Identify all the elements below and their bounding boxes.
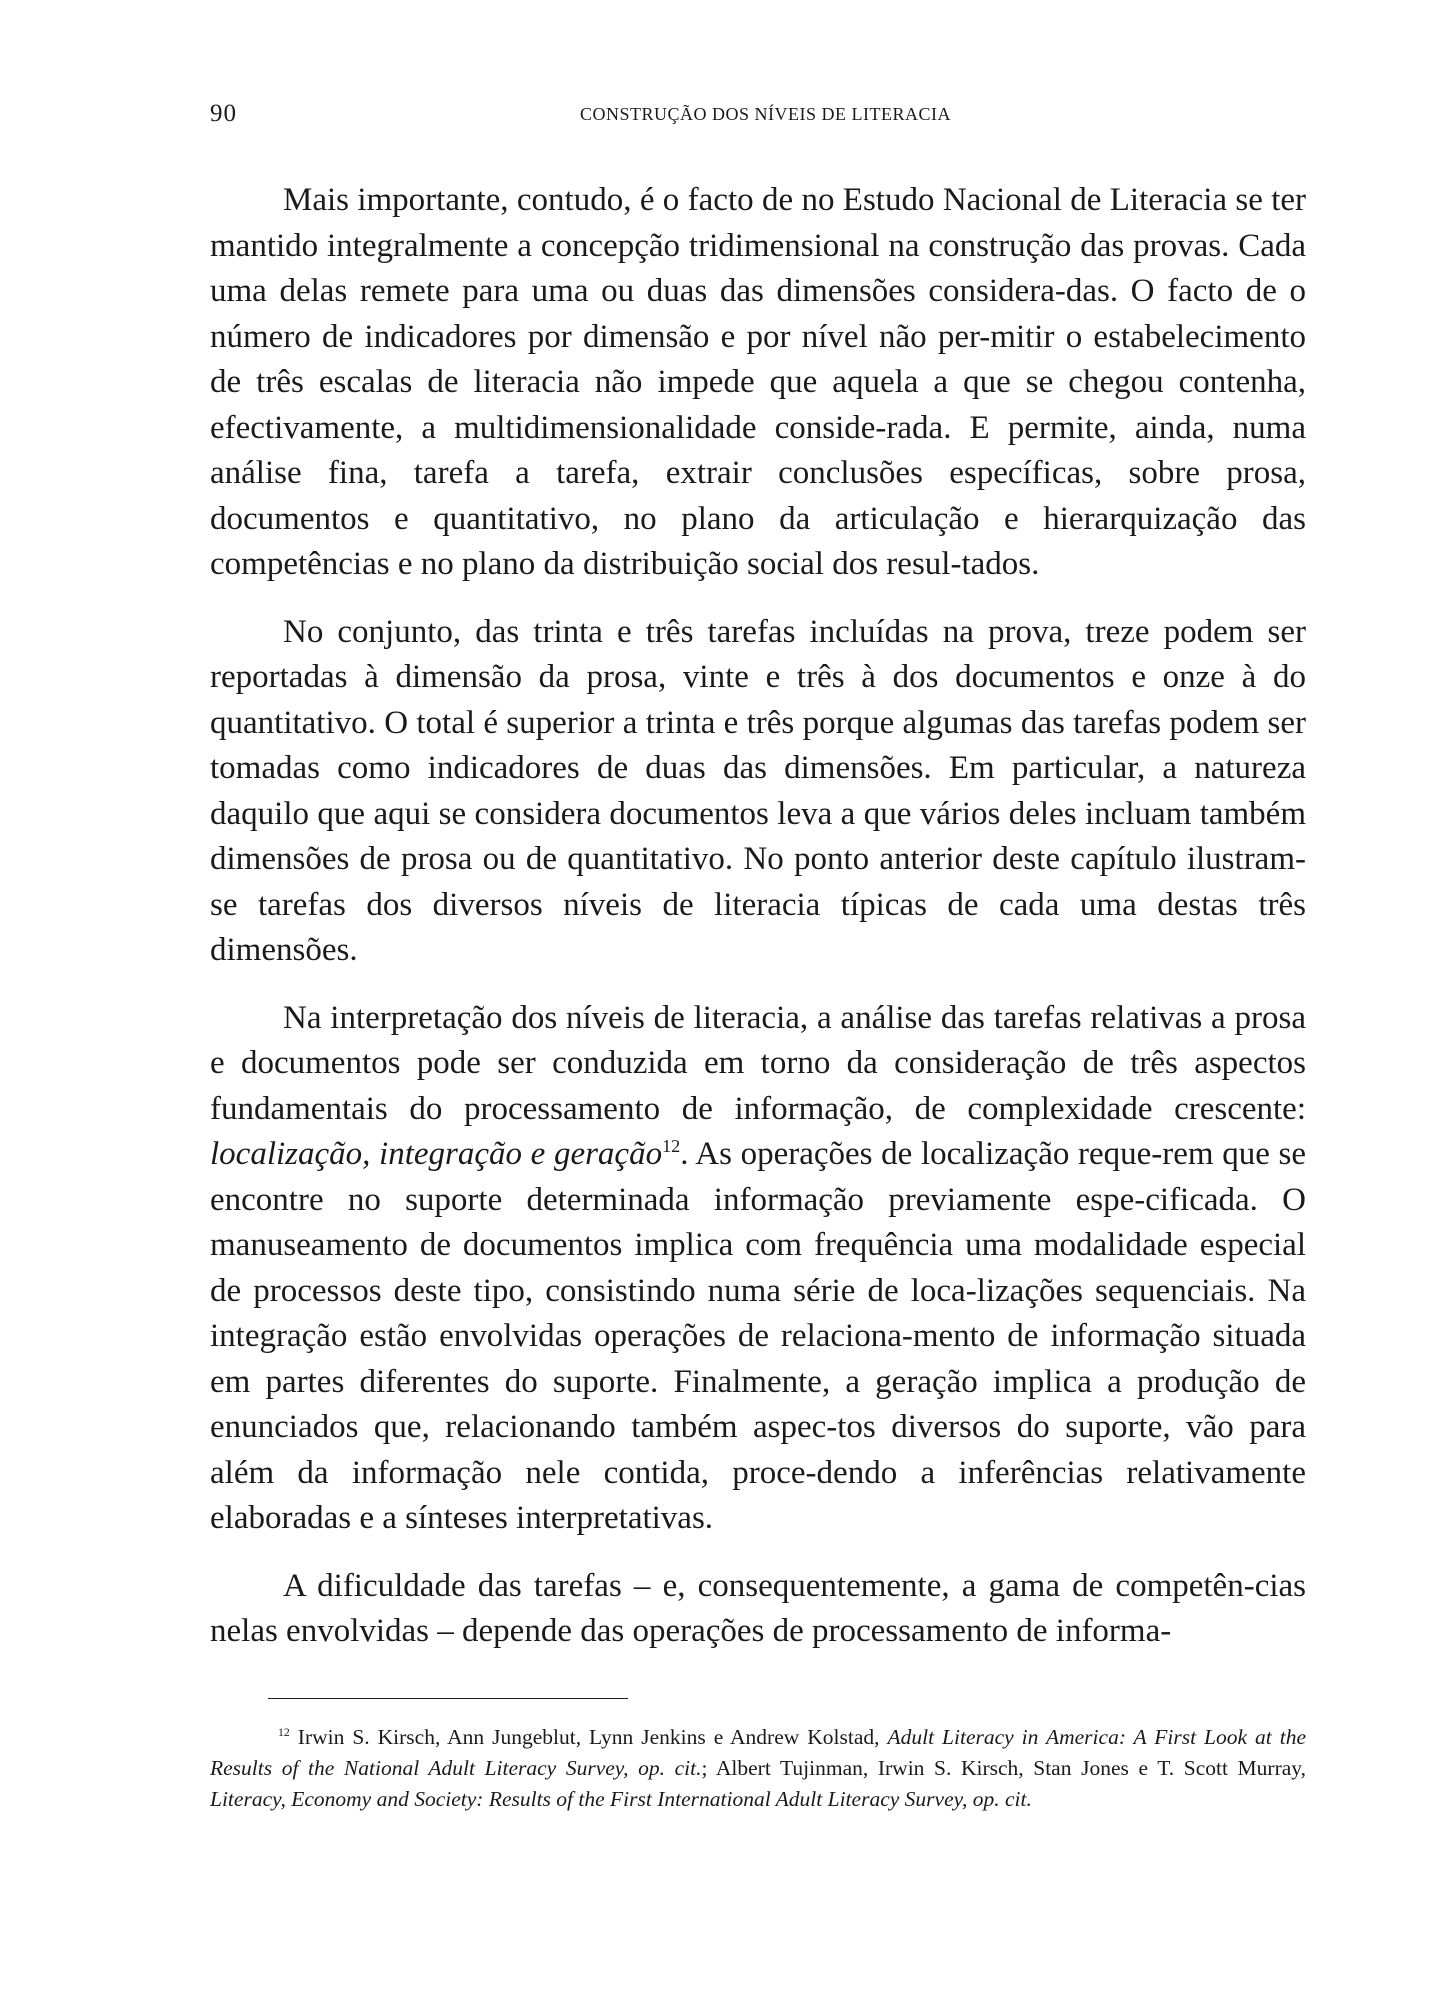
running-header (210, 100, 1310, 130)
footnote-text-2: ; Albert Tujinman, Irwin S. Kirsch, Stan Jones e T. Scott Murray, (701, 1756, 1307, 1780)
paragraph-3-text-after: . As operações de localização reque-rem que se encontre no suporte determinada informação previamente espe-cificada. O manuseamento de documentos implica com frequência uma modalidade especial de processos deste tipo, consistindo numa série de loca-lizações sequenciais. Na integração estão envolvidas operações de relaciona-mento de informação situada em partes diferentes do suporte. Finalmente, a geração implica a produção de enunciados que, relacionando também aspec-tos diversos do suporte, vão para além da informação nele contida, proce-dendo a inferências relativamente elaboradas e a sínteses interpretativas. (210, 1136, 1306, 1536)
footnote-number: 12 (278, 1724, 290, 1739)
paragraph-3-text-before: Na interpretação dos níveis de literacia, a análise das tarefas relativas a prosa e documentos pode ser conduzida em torno da consideração de três aspectos fundamentais do processamento de informação, de complexidade crescente: (210, 999, 1306, 1127)
footnote-title-1: Adult Literacy in America: A First Look at the Results of the National Adult Literacy Survey, op. cit. (210, 1725, 1306, 1780)
paragraph-1: Mais importante, contudo, é o facto de no Estudo Nacional de Literacia se ter mantido integralmente a concepção tridimensional na construção das provas. Cada uma delas remete para uma ou duas das dimensões considera-das. O facto de o número de indicadores por dimensão e por nível não per-mitir o estabelecimento de três escalas de literacia não impede que aquela a que se chegou contenha, efectivamente, a multidimensionalidade conside-rada. E permite, ainda, numa análise fina, tarefa a tarefa, extrair conclusões específicas, sobre prosa, documentos e quantitativo, no plano da articulação e hierarquização das competências e no plano da distribuição social dos resul-tados. (210, 182, 1306, 582)
body-text (210, 178, 1306, 1677)
footnote-reference: 12 (662, 1136, 681, 1156)
footnote-text-1: Irwin S. Kirsch, Ann Jungeblut, Lynn Jenkins e Andrew Kolstad, (289, 1725, 888, 1749)
page-number: 90 (210, 100, 237, 127)
footnote-title-2: Literacy, Economy and Society: Results of the First International Adult Literacy Survey, op. cit. (210, 1787, 1032, 1811)
paragraph-3 (210, 996, 1306, 1542)
footnote-divider (268, 1698, 628, 1699)
paragraph-4: A dificuldade das tarefas – e, consequentemente, a gama de competên-cias nelas envolvidas – depende das operações de processamento de informa- (210, 1567, 1306, 1649)
paragraph-2: No conjunto, das trinta e três tarefas incluídas na prova, treze podem ser reportadas à dimensão da prosa, vinte e três à dos documentos e onze à do quantitativo. O total é superior a trinta e três porque algumas das tarefas podem ser tomadas como indicadores de duas das dimensões. Em particular, a natureza daquilo que aqui se considera documentos leva a que vários deles incluam também dimensões de prosa ou de quantitativo. No ponto anterior deste capítulo ilustram-se tarefas dos diversos níveis de literacia típicas de cada uma destas três dimensões. (210, 613, 1306, 968)
running-title: CONSTRUÇÃO DOS NÍVEIS DE LITERACIA (580, 104, 951, 124)
paragraph-3-italic-terms: localização, integração e geração (210, 1136, 663, 1172)
footnote (210, 1722, 1306, 1815)
